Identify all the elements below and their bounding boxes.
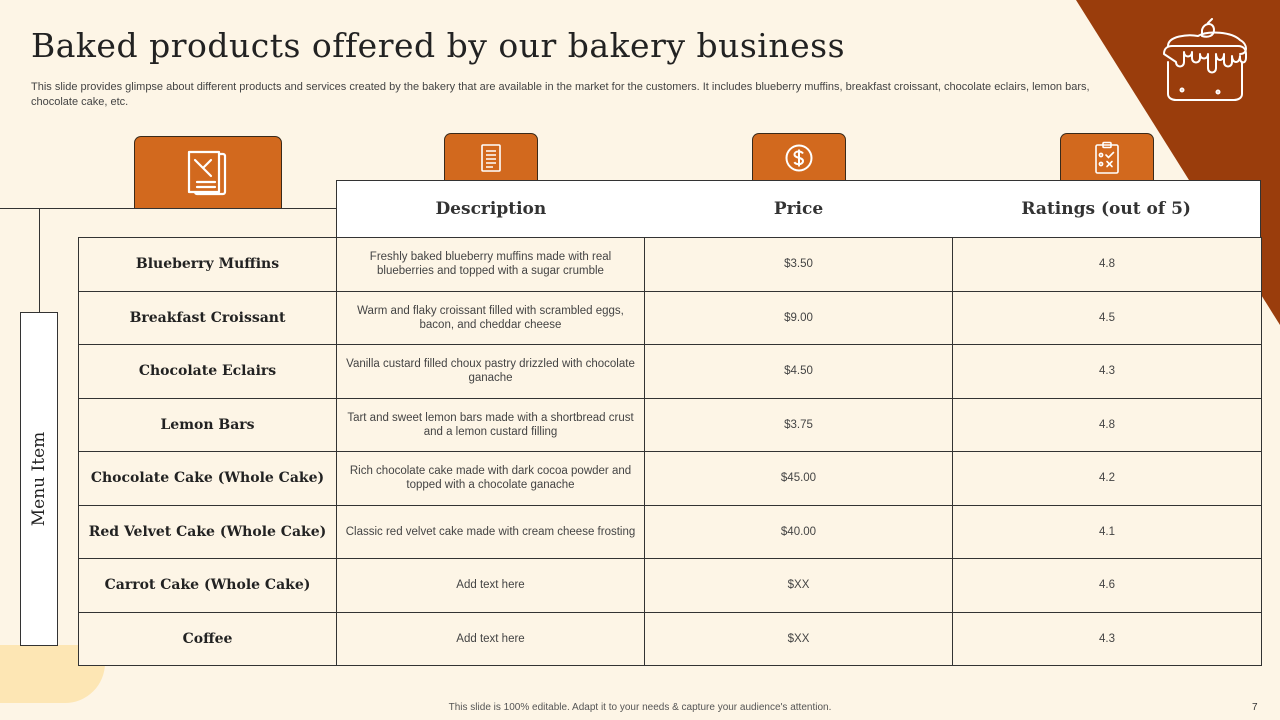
ratings-tab — [1060, 133, 1154, 181]
slide-subtitle: This slide provides glimpse about different products and services created by the bakery that are available in the market for the customers. It includes blueberry muffins, breakfast croissant, chocolate eclairs, lemon bars, chocolate cake, etc. — [31, 81, 1090, 108]
table-row — [79, 291, 1262, 345]
item-rating: 4.8 — [953, 238, 1262, 292]
item-price: $45.00 — [645, 452, 953, 506]
item-name: Chocolate Eclairs — [79, 345, 337, 399]
checklist-icon — [1094, 141, 1120, 175]
slide-title: Baked products offered by our bakery business — [31, 26, 846, 65]
table-row — [79, 238, 1262, 292]
table-row — [79, 452, 1262, 506]
table-row — [79, 345, 1262, 399]
column-header-ratings: Ratings (out of 5) — [1021, 199, 1191, 219]
table-row — [79, 612, 1262, 666]
cake-icon — [1158, 18, 1252, 104]
item-rating: 4.3 — [953, 612, 1262, 666]
item-rating: 4.1 — [953, 505, 1262, 559]
item-price: $3.50 — [645, 238, 953, 292]
table-row — [79, 398, 1262, 452]
column-header-price: Price — [773, 199, 824, 219]
item-description: Tart and sweet lemon bars made with a shortbread crust and a lemon custard filling — [337, 398, 645, 452]
item-description: Add text here — [337, 612, 645, 666]
item-description: Vanilla custard filled choux pastry drizzled with chocolate ganache — [337, 345, 645, 399]
dollar-coin-icon — [784, 143, 814, 173]
item-price: $40.00 — [645, 505, 953, 559]
item-description: Warm and flaky croissant filled with scrambled eggs, bacon, and cheddar cheese — [337, 291, 645, 345]
menu-item-label: Menu Item — [29, 431, 49, 527]
price-tab — [752, 133, 846, 181]
item-price: $XX — [645, 612, 953, 666]
menu-tab — [134, 136, 282, 209]
column-header-description: Description — [435, 199, 547, 219]
item-description: Add text here — [337, 559, 645, 613]
document-icon — [480, 143, 502, 173]
menu-item-label-box — [20, 312, 58, 646]
item-rating: 4.3 — [953, 345, 1262, 399]
item-description: Rich chocolate cake made with dark cocoa powder and topped with a chocolate ganache — [337, 452, 645, 506]
connector-line — [39, 208, 40, 312]
item-name: Coffee — [79, 612, 337, 666]
item-name: Breakfast Croissant — [79, 291, 337, 345]
item-name: Blueberry Muffins — [79, 238, 337, 292]
menu-table — [78, 237, 1262, 666]
connector-line — [0, 208, 336, 209]
item-rating: 4.2 — [953, 452, 1262, 506]
slide-footer: This slide is 100% editable. Adapt it to your needs & capture your audience's attention. — [448, 702, 832, 713]
item-price: $XX — [645, 559, 953, 613]
item-price: $3.75 — [645, 398, 953, 452]
item-price: $9.00 — [645, 291, 953, 345]
item-name: Lemon Bars — [79, 398, 337, 452]
item-name: Chocolate Cake (Whole Cake) — [79, 452, 337, 506]
item-name: Red Velvet Cake (Whole Cake) — [79, 505, 337, 559]
table-row — [79, 559, 1262, 613]
description-tab — [444, 133, 538, 181]
table-row — [79, 505, 1262, 559]
item-rating: 4.6 — [953, 559, 1262, 613]
fork-knife-menu-icon — [185, 148, 231, 198]
page-number: 7 — [1252, 702, 1258, 713]
item-rating: 4.5 — [953, 291, 1262, 345]
item-description: Classic red velvet cake made with cream cheese frosting — [337, 505, 645, 559]
table-header — [336, 180, 1261, 238]
item-price: $4.50 — [645, 345, 953, 399]
item-rating: 4.8 — [953, 398, 1262, 452]
item-description: Freshly baked blueberry muffins made with real blueberries and topped with a sugar crumble — [337, 238, 645, 292]
item-name: Carrot Cake (Whole Cake) — [79, 559, 337, 613]
